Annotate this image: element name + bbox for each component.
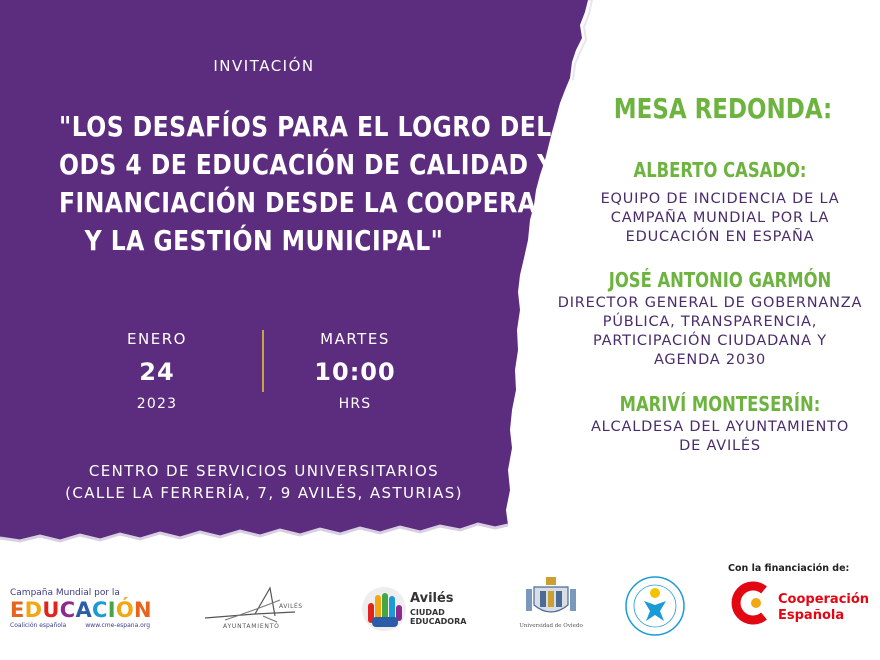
- speaker-role-line: CAMPAÑA MUNDIAL POR LA: [610, 210, 830, 226]
- speaker-role-line: DE AVILÉS: [679, 438, 761, 454]
- speaker-role-line: AGENDA 2030: [653, 352, 767, 368]
- cme-logo-footer: [10, 622, 150, 629]
- time-hour: 10:00: [314, 358, 396, 386]
- cme-logo-line1: Campaña Mundial por la: [10, 588, 120, 598]
- venue-line: CENTRO DE SERVICIOS UNIVERSITARIOS: [88, 462, 440, 480]
- agencia-asturiana-emblem-icon: [620, 575, 690, 637]
- date-day: 24: [139, 358, 175, 386]
- university-caption: Universidad de Oviedo: [519, 623, 583, 629]
- aviles-subtitle: [410, 608, 466, 626]
- event-title-line: Y LA GESTIÓN MUNICIPAL": [84, 224, 444, 257]
- event-venue: [0, 460, 528, 504]
- speaker-role-line: ALCALDESA DEL AYUNTAMIENTO: [590, 419, 850, 435]
- hand-print-icon: [360, 585, 408, 633]
- agencia-asturiana-logo: [620, 575, 690, 637]
- event-title: [59, 108, 604, 260]
- university-crest-icon: [510, 575, 592, 623]
- time-weekday: MARTES: [320, 330, 390, 348]
- speaker-role: [530, 294, 880, 370]
- universidad-oviedo-logo: [510, 575, 592, 635]
- event-title-line: FINANCIACIÓN DESDE LA COOPERACIÓN: [59, 186, 604, 219]
- venue-line: (CALLE LA FERRERÍA, 7, 9 AVILÉS, ASTURIAS): [65, 484, 463, 502]
- speaker-name: MARIVÍ MONTESERÍN:: [619, 392, 821, 416]
- speaker-name: ALBERTO CASADO:: [633, 158, 807, 182]
- speaker-role-line: PÚBLICA, TRANSPARENCIA,: [602, 314, 818, 330]
- ayuntamiento-label: AYUNTAMIENTO: [223, 623, 280, 630]
- event-title-line: "LOS DESAFÍOS PARA EL LOGRO DEL: [59, 110, 552, 143]
- cme-logo: [10, 588, 155, 628]
- speaker-role-line: DIRECTOR GENERAL DE GOBERNANZA: [557, 295, 863, 311]
- speaker-name: JOSÉ ANTONIO GARMÓN: [608, 268, 832, 292]
- event-time: [300, 330, 410, 412]
- invitation-label: INVITACIÓN: [213, 57, 315, 75]
- cooperacion-line: Española: [778, 608, 845, 623]
- cme-logo-wordmark: EDUCACIÓN: [10, 598, 152, 622]
- ayuntamiento-logo: [195, 580, 315, 630]
- cooperacion-line: Cooperación: [778, 592, 870, 607]
- cooperacion-espanola-mark-icon: [728, 580, 774, 626]
- speaker-role-line: EQUIPO DE INCIDENCIA DE LA: [600, 191, 840, 207]
- cooperacion-espanola-text: [778, 592, 869, 624]
- aviles-name: Avilés: [410, 591, 454, 606]
- date-time-divider: [262, 330, 264, 392]
- event-date: [102, 330, 212, 412]
- financing-label: Con la financiación de:: [728, 563, 850, 574]
- speaker-role: [570, 190, 870, 247]
- time-unit: HRS: [338, 396, 372, 412]
- cooperacion-espanola-logo: [728, 580, 873, 632]
- speaker-role: [560, 418, 880, 456]
- date-month: ENERO: [127, 330, 187, 348]
- aviles-subtitle-line: CIUDAD: [410, 608, 445, 617]
- speaker-role-line: PARTICIPACIÓN CIUDADANA Y: [593, 333, 827, 349]
- aviles-ciudad-educadora-logo: [360, 585, 480, 635]
- event-title-line: ODS 4 DE EDUCACIÓN DE CALIDAD Y SU: [59, 148, 601, 181]
- cme-logo-url: www.cme-espana.org: [85, 622, 150, 629]
- aviles-subtitle-line: EDUCADORA: [410, 617, 467, 626]
- ayuntamiento-label-aviles: AVILÉS: [279, 603, 303, 610]
- speaker-role-line: EDUCACIÓN EN ESPAÑA: [625, 229, 815, 245]
- panel-heading: MESA REDONDA:: [613, 92, 833, 125]
- cme-logo-left: Coalición española: [10, 622, 67, 629]
- date-year: 2023: [136, 396, 178, 412]
